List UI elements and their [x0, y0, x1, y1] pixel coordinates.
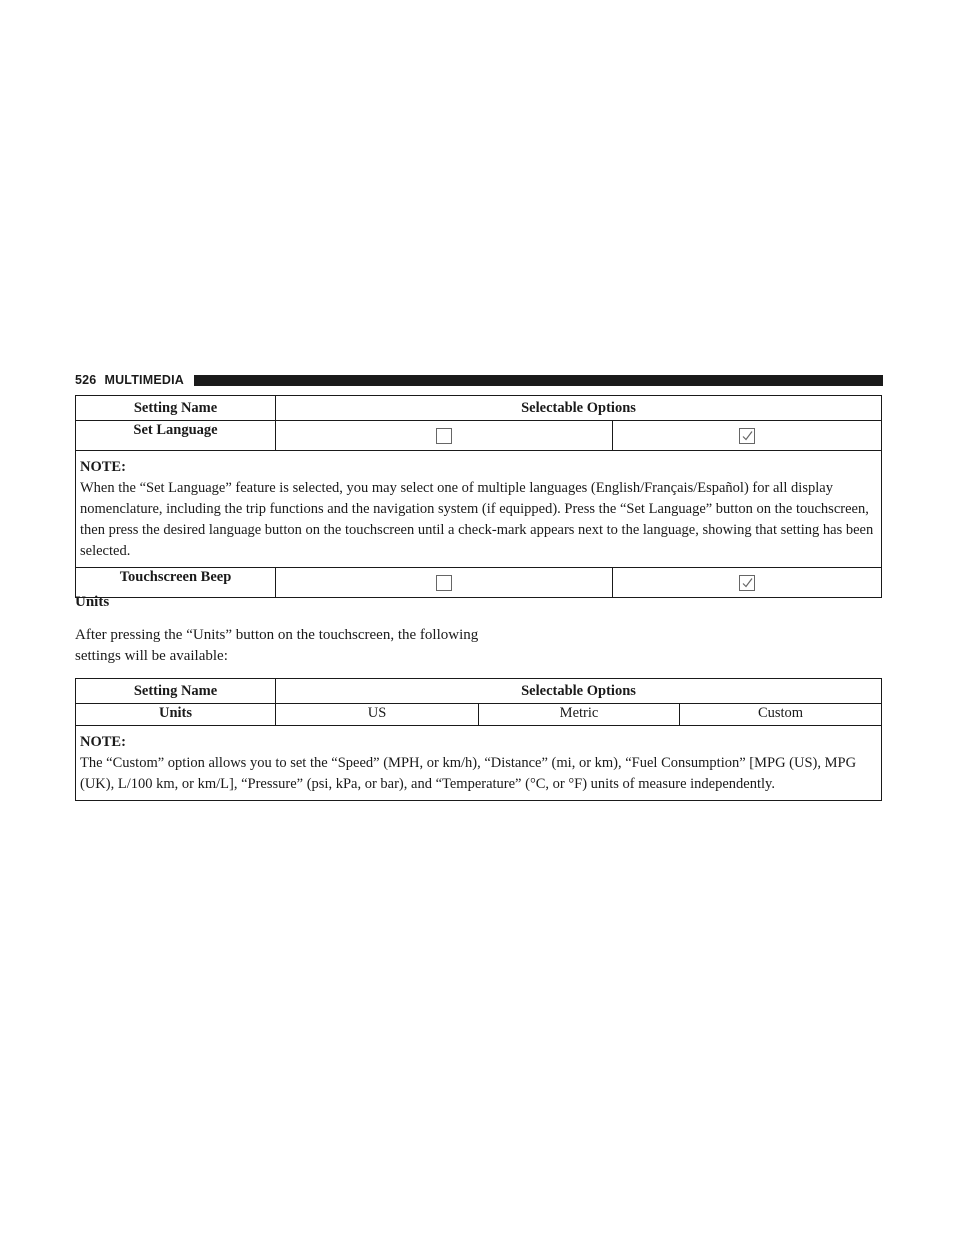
empty-checkbox-icon[interactable] — [436, 575, 452, 591]
table-header-row — [76, 679, 882, 704]
col-setting-name: Setting Name — [76, 396, 276, 421]
note-text-language: When the “Set Language” feature is selected, you may select one of multiple languages (English/Français/Español) for all display nomenclature, including the trip functions and the navigation system (if equipped). Press the “Set Language” button on the touchscreen, then press the desired language button on the touchscreen until a check-mark appears next to the language, showing that setting has been selected. — [80, 480, 874, 559]
setting-name-units: Units — [76, 704, 276, 726]
table-row-touchscreen-beep — [76, 568, 882, 598]
setting-name-touchscreen-beep: Touchscreen Beep — [76, 568, 276, 598]
units-paragraph: After pressing the “Units” button on the touchscreen, the following settings will be available: — [75, 627, 479, 664]
col-selectable-options: Selectable Options — [276, 396, 882, 421]
empty-checkbox-icon[interactable] — [436, 428, 452, 444]
section-title: MULTIMEDIA — [104, 373, 185, 387]
option-us: US — [276, 704, 479, 726]
settings-table-language — [75, 395, 882, 598]
checked-checkbox-icon[interactable] — [739, 575, 755, 591]
note-label: NOTE: — [80, 459, 126, 475]
header-rule — [194, 375, 883, 386]
checked-checkbox-icon[interactable] — [739, 428, 755, 444]
setting-name-set-language: Set Language — [76, 421, 276, 451]
table-row-set-language — [76, 421, 882, 451]
table-row-units — [76, 704, 882, 726]
note-label: NOTE: — [80, 734, 126, 750]
note-text-units: The “Custom” option allows you to set the “Speed” (MPH, or km/h), “Distance” (mi, or km), “Fuel Consumption” [MPG (US), MPG (UK), L/100 km, or km/L], “Pressure” (psi, kPa, or bar), and “Temperature” (°C, or °F) units of measure independently. — [80, 755, 857, 792]
table-header-row — [76, 396, 882, 421]
option-custom: Custom — [680, 704, 882, 726]
col-selectable-options: Selectable Options — [276, 679, 882, 704]
col-setting-name: Setting Name — [76, 679, 276, 704]
page-number: 526 — [75, 373, 97, 387]
settings-table-units — [75, 678, 882, 801]
table-note-row — [76, 451, 882, 568]
page-header — [75, 372, 883, 388]
table-note-row — [76, 726, 882, 801]
option-metric: Metric — [479, 704, 680, 726]
units-heading: Units — [75, 594, 110, 610]
